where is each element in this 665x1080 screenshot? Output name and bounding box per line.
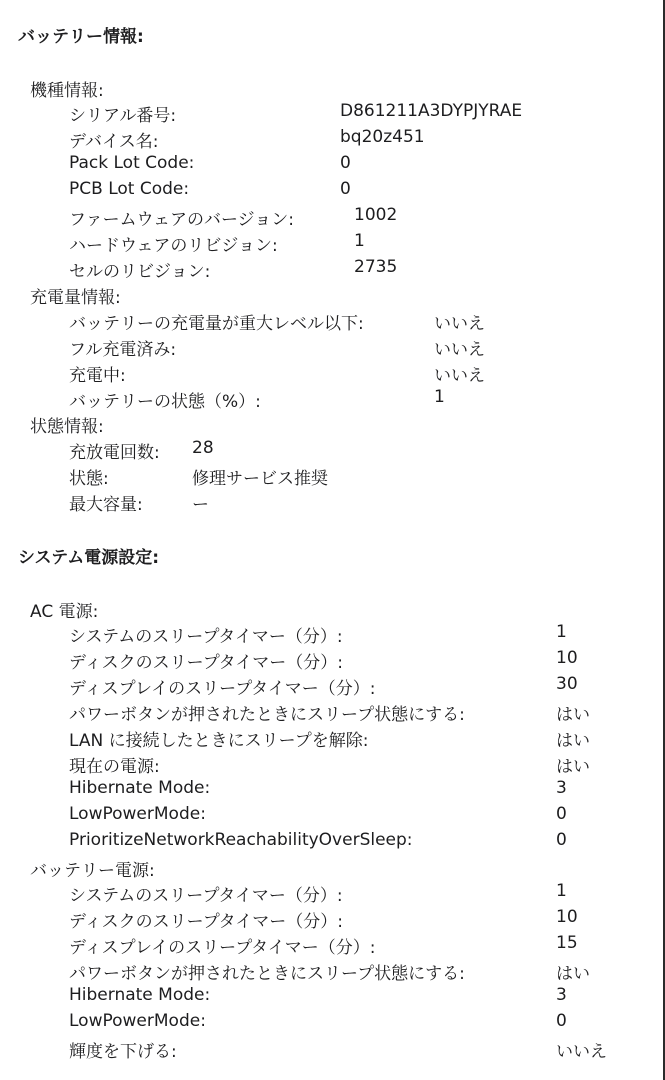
row-value: 1: [354, 231, 365, 251]
ac-power-heading: AC 電源:: [30, 602, 99, 622]
row-label: 状態:: [69, 469, 109, 489]
row-label: Hibernate Mode:: [69, 985, 211, 1005]
row-value: 1: [556, 881, 567, 901]
row-value: 30: [556, 674, 578, 694]
row-label: 輝度を下げる:: [69, 1042, 177, 1062]
row-value: 2735: [354, 257, 398, 277]
row-label: LowPowerMode:: [69, 1011, 206, 1031]
row-value: はい: [556, 731, 590, 751]
row-label: ハードウェアのリビジョン:: [69, 236, 278, 256]
row-value: 0: [556, 804, 567, 824]
row-value: 0: [556, 1011, 567, 1031]
row-value: 28: [192, 438, 214, 458]
row-label: フル充電済み:: [69, 340, 177, 360]
row-label: パワーボタンが押されたときにスリープ状態にする:: [69, 964, 465, 984]
row-value: 1: [434, 387, 445, 407]
row-label: セルのリビジョン:: [69, 262, 211, 282]
charge-info-heading: 充電量情報:: [30, 288, 121, 308]
row-value: bq20z451: [340, 127, 425, 147]
row-value: 修理サービス推奨: [192, 469, 328, 489]
row-label: ディスプレイのスリープタイマー（分）:: [69, 679, 376, 699]
row-label: 現在の電源:: [69, 757, 160, 777]
row-label: 充電中:: [69, 366, 126, 386]
row-value: 0: [340, 179, 351, 199]
row-value: はい: [556, 964, 590, 984]
row-label: パワーボタンが押されたときにスリープ状態にする:: [69, 705, 465, 725]
row-label: ディスプレイのスリープタイマー（分）:: [69, 938, 376, 958]
health-info-heading: 状態情報:: [30, 417, 104, 437]
row-label: 充放電回数:: [69, 443, 160, 463]
row-label: ファームウェアのバージョン:: [69, 210, 295, 230]
power-settings-heading: システム電源設定:: [18, 548, 160, 568]
row-value: ー: [192, 495, 209, 515]
row-label: LAN に接続したときにスリープを解除:: [69, 731, 369, 751]
row-label: PCB Lot Code:: [69, 179, 190, 199]
row-label: Pack Lot Code:: [69, 153, 195, 173]
row-value: 3: [556, 985, 567, 1005]
row-value: いいえ: [556, 1042, 607, 1062]
row-value: 10: [556, 648, 578, 668]
row-value: はい: [556, 757, 590, 777]
row-label: バッテリーの充電量が重大レベル以下:: [69, 314, 364, 334]
row-value: 0: [556, 830, 567, 850]
row-label: ディスクのスリープタイマー（分）:: [69, 653, 343, 673]
battery-power-heading: バッテリー電源:: [30, 861, 155, 881]
row-value: 1: [556, 622, 567, 642]
row-value: いいえ: [434, 314, 485, 334]
row-label: Hibernate Mode:: [69, 778, 211, 798]
row-label: PrioritizeNetworkReachabilityOverSleep:: [69, 830, 413, 850]
row-label: シリアル番号:: [69, 106, 177, 126]
row-value: D861211A3DYPJYRAE: [340, 101, 523, 121]
row-label: ディスクのスリープタイマー（分）:: [69, 912, 343, 932]
row-value: 10: [556, 907, 578, 927]
row-value: 15: [556, 933, 578, 953]
model-info-heading: 機種情報:: [30, 81, 104, 101]
row-label: システムのスリープタイマー（分）:: [69, 886, 343, 906]
row-value: いいえ: [434, 340, 485, 360]
row-value: いいえ: [434, 366, 485, 386]
row-label: バッテリーの状態（%）:: [69, 392, 261, 412]
row-label: 最大容量:: [69, 495, 143, 515]
row-label: デバイス名:: [69, 132, 159, 152]
row-value: 3: [556, 778, 567, 798]
battery-info-heading: バッテリー情報:: [18, 27, 144, 47]
row-label: LowPowerMode:: [69, 804, 206, 824]
row-value: はい: [556, 705, 590, 725]
row-value: 1002: [354, 205, 398, 225]
row-value: 0: [340, 153, 351, 173]
row-label: システムのスリープタイマー（分）:: [69, 627, 343, 647]
